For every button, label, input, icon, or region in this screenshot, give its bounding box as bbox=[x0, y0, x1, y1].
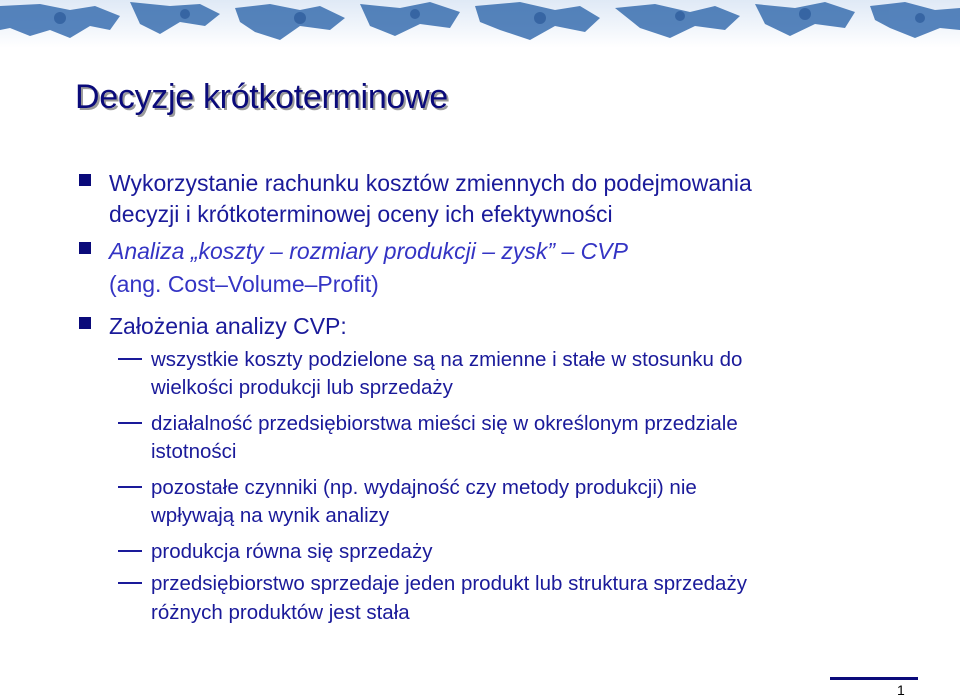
dash-bullet-icon bbox=[118, 550, 142, 552]
dash-bullet-icon bbox=[118, 422, 142, 424]
bullet-1-line-1: Wykorzystanie rachunku kosztów zmiennych do podejmowania bbox=[109, 170, 752, 196]
sub-item-1-line-2: wielkości produkcji lub sprzedaży bbox=[151, 376, 453, 399]
bullet-3-line-1: Założenia analizy CVP: bbox=[109, 313, 347, 339]
sub-item-3-line-1: pozostałe czynniki (np. wydajność czy metody produkcji) nie bbox=[151, 476, 697, 499]
sub-item-5-line-1: przedsiębiorstwo sprzedaje jeden produkt lub struktura sprzedaży bbox=[151, 572, 747, 595]
sub-item-3-line-2: wpływają na wynik analizy bbox=[151, 504, 390, 527]
dash-bullet-icon bbox=[118, 582, 142, 584]
sub-item-4-line-1: produkcja równa się sprzedaży bbox=[151, 540, 433, 563]
slide-title: Decyzje krótkoterminowe bbox=[75, 78, 448, 116]
sub-item-1-line-1: wszystkie koszty podzielone są na zmienne i stałe w stosunku do bbox=[151, 348, 743, 371]
sub-item-2-line-1: działalność przedsiębiorstwa mieści się w określonym przedziale bbox=[151, 412, 738, 435]
sub-item-2-line-2: istotności bbox=[151, 440, 237, 463]
square-bullet-icon bbox=[79, 317, 91, 329]
square-bullet-icon bbox=[79, 174, 91, 186]
sub-item-5-line-2: różnych produktów jest stała bbox=[151, 601, 410, 624]
world-map-icon bbox=[0, 0, 960, 48]
bullet-1-line-2: decyzji i krótkoterminowej oceny ich efektywności bbox=[109, 201, 613, 227]
square-bullet-icon bbox=[79, 242, 91, 254]
bullet-2-line-2: (ang. Cost–Volume–Profit) bbox=[109, 271, 379, 297]
world-map-banner bbox=[0, 0, 960, 48]
footer-rule bbox=[830, 677, 918, 680]
dash-bullet-icon bbox=[118, 358, 142, 360]
bullet-2-line-1: Analiza „koszty – rozmiary produkcji – zysk” – CVP bbox=[109, 238, 628, 264]
page-number: 1 bbox=[897, 682, 905, 697]
dash-bullet-icon bbox=[118, 486, 142, 488]
